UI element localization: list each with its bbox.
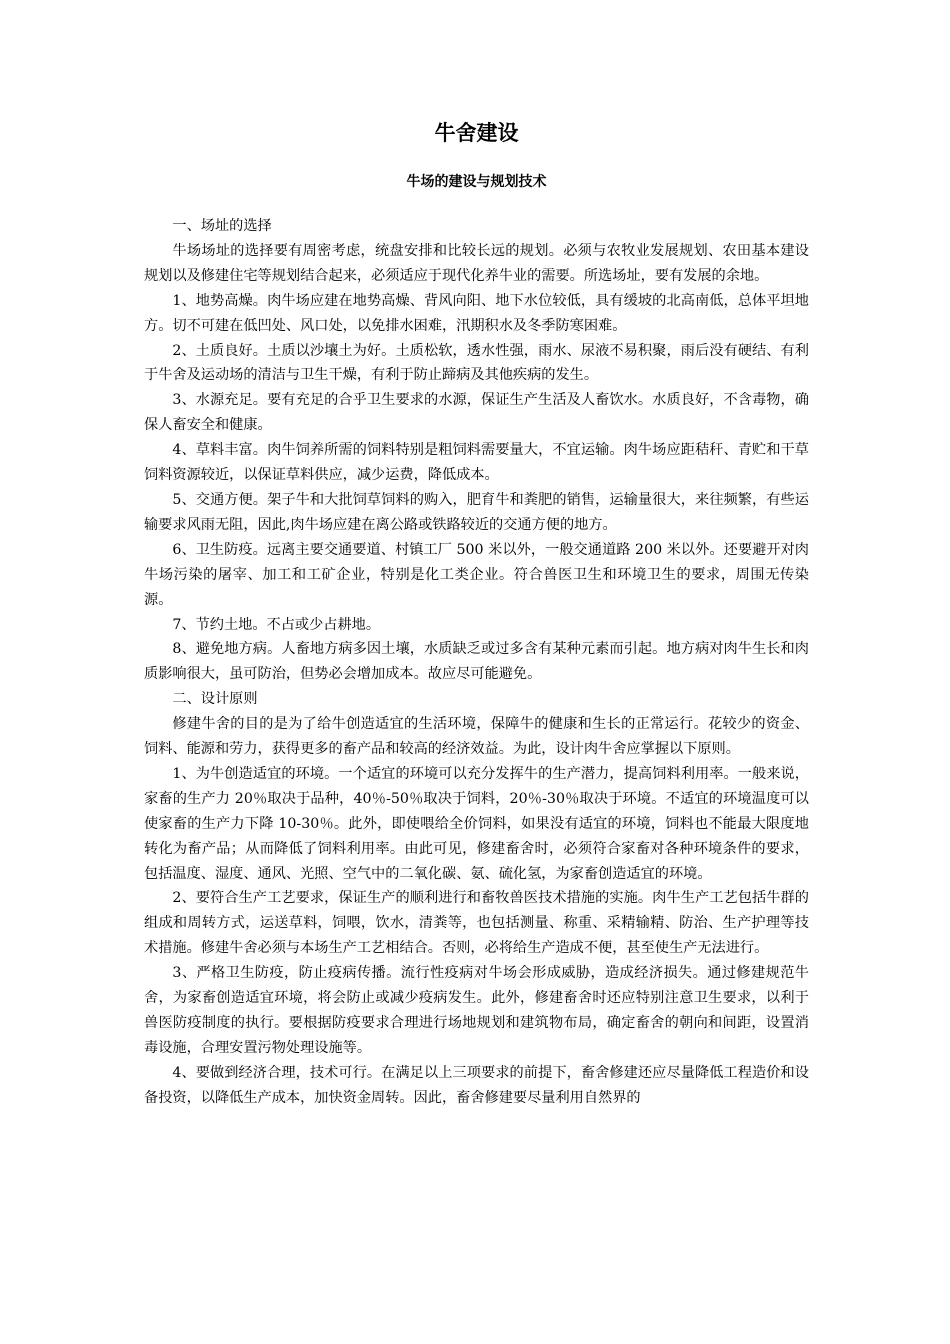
- paragraph: 5、交通方便。架子牛和大批饲草饲料的购入，肥育牛和粪肥的销售，运输量很大，来往频繁，有些运输要求风雨无阻，因此,肉牛场应建在离公路或铁路较近的交通方便的地方。: [144, 491, 809, 533]
- paragraph: 3、水源充足。要有充足的合乎卫生要求的水源，保证生产生活及人畜饮水。水质良好，不含毒物，确保人畜安全和健康。: [144, 392, 809, 434]
- section-heading-site-selection: 一、场址的选择: [172, 218, 272, 234]
- page-subtitle: 牛场的建设与规划技术: [406, 174, 547, 190]
- paragraph: 4、要做到经济合理，技术可行。在满足以上三项要求的前提下，畜舍修建还应尽量降低工程造价和设备投资，以降低生产成本，加快资金周转。因此，畜舍修建要尽量利用自然界的: [144, 1064, 809, 1106]
- paragraph: 修建牛舍的目的是为了给牛创造适宜的生活环境，保障牛的健康和生长的正常运行。花较少的资金、饲料、能源和劳力，获得更多的畜产品和较高的经济效益。为此，设计肉牛舍应掌握以下原则。: [144, 716, 809, 758]
- document-body: [144, 214, 809, 1111]
- paragraph: 2、土质良好。土质以沙壤土为好。土质松软，透水性强，雨水、尿液不易积聚，雨后没有硬结、有利于牛舍及运动场的清洁与卫生干燥，有利于防止蹄病及其他疾病的发生。: [144, 342, 809, 384]
- paragraph: 3、严格卫生防疫，防止疫病传播。流行性疫病对牛场会形成威胁，造成经济损失。通过修建规范牛舍，为家畜创造适宜环境，将会防止或减少疫病发生。此外，修建畜舍时还应特别注意卫生要求，以利于兽医防疫制度的执行。要根据防疫要求合理进行场地规划和建筑物布局，确定畜舍的朝向和间距，设置消毒设施，合理安置污物处理设施等。: [144, 965, 809, 1056]
- paragraph: 8、避免地方病。人畜地方病多因土壤，水质缺乏或过多含有某种元素而引起。地方病对肉牛生长和肉质影响很大，虽可防治，但势必会增加成本。故应尽可能避免。: [144, 641, 809, 683]
- page-title: 牛舍建设: [434, 121, 519, 145]
- paragraph: 7、节约土地。不占或少占耕地。: [172, 616, 381, 633]
- paragraph: 2、要符合生产工艺要求，保证生产的顺利进行和畜牧兽医技术措施的实施。肉牛生产工艺包括牛群的组成和周转方式，运送草料，饲喂，饮水，清粪等，也包括测量、称重、采精输精、防治、生产护理等技术措施。修建牛舍必须与本场生产工艺相结合。否则，必将给生产造成不便，甚至使生产无法进行。: [144, 890, 809, 957]
- paragraph: 4、草料丰富。肉牛饲养所需的饲料特别是粗饲料需要量大，不宜运输。肉牛场应距秸秆、青贮和干草饲料资源较近，以保证草料供应，减少运费，降低成本。: [144, 442, 809, 484]
- paragraph: 牛场场址的选择要有周密考虑，统盘安排和比较长远的规划。必须与农牧业发展规划、农田基本建设规划以及修建住宅等规划结合起来，必须适应于现代化养牛业的需要。所选场址，要有发展的余地。: [144, 242, 809, 284]
- paragraph: 1、地势高燥。肉牛场应建在地势高燥、背风向阳、地下水位较低，具有缓坡的北高南低，总体平坦地方。切不可建在低凹处、风口处，以免排水困难，汛期积水及冬季防寒困难。: [144, 292, 809, 334]
- section-heading-design-principles: 二、设计原则: [172, 691, 258, 708]
- document-page: [144, 118, 809, 1111]
- paragraph: 6、卫生防疫。远离主要交通要道、村镇工厂 500 米以外，一般交通道路 200 米以外。还要避开对肉牛场污染的屠宰、加工和工矿企业，特别是化工类企业。符合兽医卫生和环境卫生的要求，周围无传染源。: [144, 541, 809, 608]
- paragraph: 1、为牛创造适宜的环境。一个适宜的环境可以充分发挥牛的生产潜力，提高饲料利用率。一般来说，家畜的生产力 20％取决于品种，40％-50％取决于饲料，20％-30％取决于环境。不适宜的环境温度可以使家畜的生产力下降 10-30％。此外，即使喂给全价饲料，如果没有适宜的环境，饲料也不能最大限度地转化为畜产品；从而降低了饲料利用率。由此可见，修建畜舍时，必须符合家畜对各种环境条件的要求，包括温度、湿度、通风、光照、空气中的二氧化碳、氨、硫化氢，为家畜创造适宜的环境。: [144, 765, 809, 882]
